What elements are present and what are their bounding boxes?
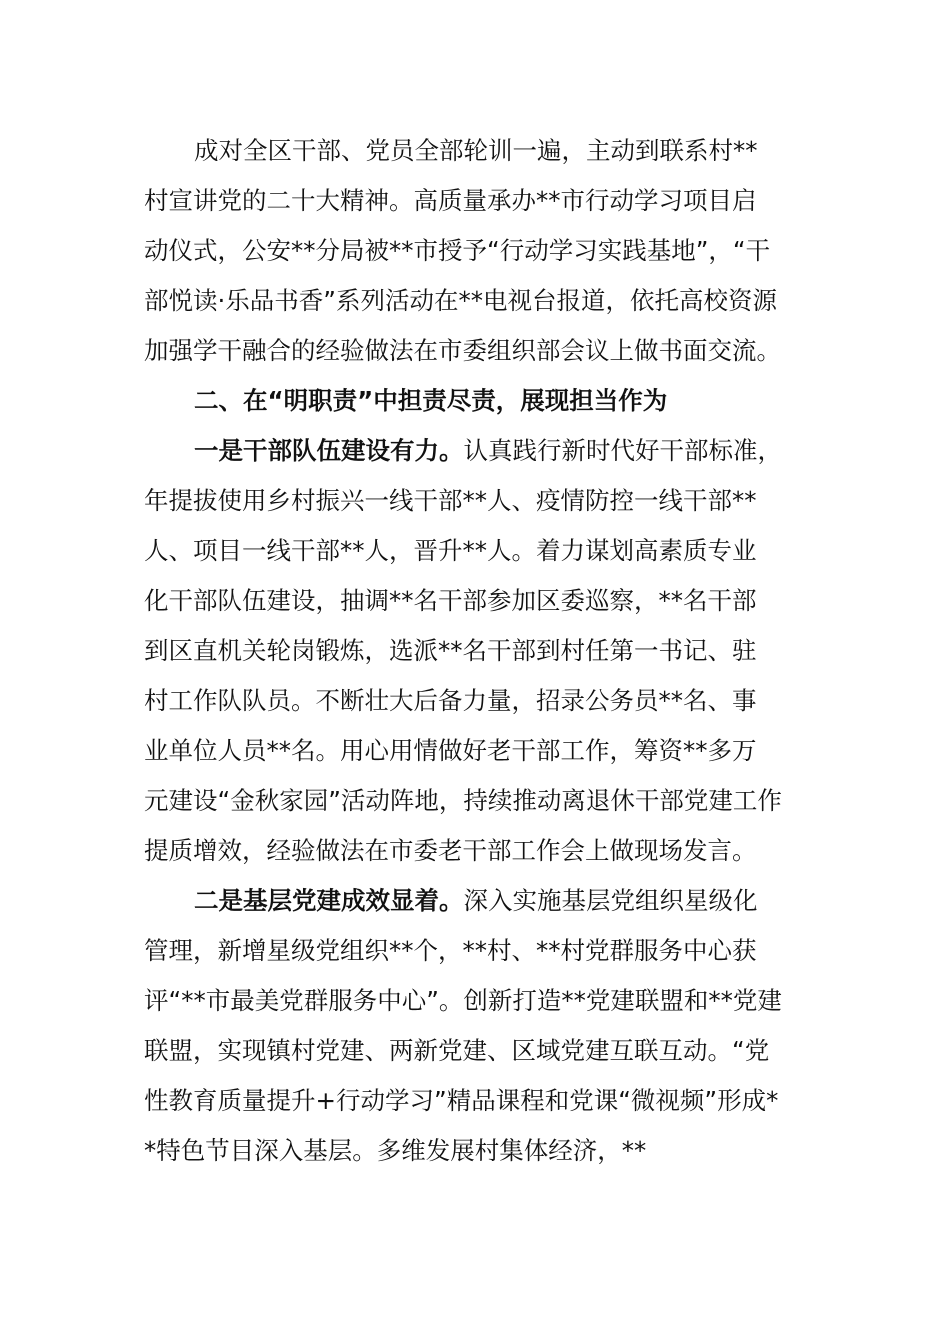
paragraph-lead-title: 一是干部队伍建设有力。 [194,436,464,465]
paragraph-text: 认真践行新时代好干部标准， [463,436,782,465]
paragraph-line: 动仪式，公安**分局被**市授予“行动学习实践基地”，“干 [144,236,771,265]
section-heading: 二、在“明职责”中担责尽责，展现担当作为 [194,386,668,415]
paragraph-lead-title: 二是基层党建成效显着。 [194,886,464,915]
paragraph-line: 人、项目一线干部**人，晋升**人。着力谋划高素质专业 [144,536,757,565]
paragraph-line: 联盟，实现镇村党建、两新党建、区域党建互联互动。“党 [144,1036,770,1065]
paragraph-line: 村工作队队员。不断壮大后备力量，招录公务员**名、事 [144,686,757,715]
paragraph-line: 评“**市最美党群服务中心”。创新打造**党建联盟和**党建 [144,986,782,1015]
paragraph-line: 业单位人员**名。用心用情做好老干部工作，筹资**多万 [144,736,757,765]
paragraph-first-line [194,876,834,926]
paragraph-line: 管理，新增星级党组织**个，**村、**村党群服务中心获 [144,936,757,965]
paragraph-line: 元建设“金秋家园”活动阵地，持续推动离退休干部党建工作 [144,786,782,815]
paragraph-line: 到区直机关轮岗锻炼，选派**名干部到村任第一书记、驻 [144,636,757,665]
paragraph-line: 年提拔使用乡村振兴一线干部**人、疫情防控一线干部** [144,486,757,515]
paragraph-line: *特色节目深入基层。多维发展村集体经济，** [144,1136,647,1165]
paragraph-text: 深入实施基层党组织星级化 [463,886,758,915]
paragraph-line: 村宣讲党的二十大精神。高质量承办**市行动学习项目启 [144,186,757,215]
paragraph-line: 性教育质量提升+行动学习”精品课程和党课“微视频”形成* [144,1086,779,1115]
paragraph-first-line [194,426,834,476]
paragraph-line: 提质增效，经验做法在市委老干部工作会上做现场发言。 [144,836,757,865]
paragraph-line: 部悦读·乐品书香”系列活动在**电视台报道，依托高校资源 [144,286,777,315]
paragraph-line: 加强学干融合的经验做法在市委组织部会议上做书面交流。 [144,336,781,365]
paragraph-line: 成对全区干部、党员全部轮训一遍，主动到联系村** [194,136,758,165]
paragraph-line: 化干部队伍建设，抽调**名干部参加区委巡察，**名干部 [144,586,757,615]
